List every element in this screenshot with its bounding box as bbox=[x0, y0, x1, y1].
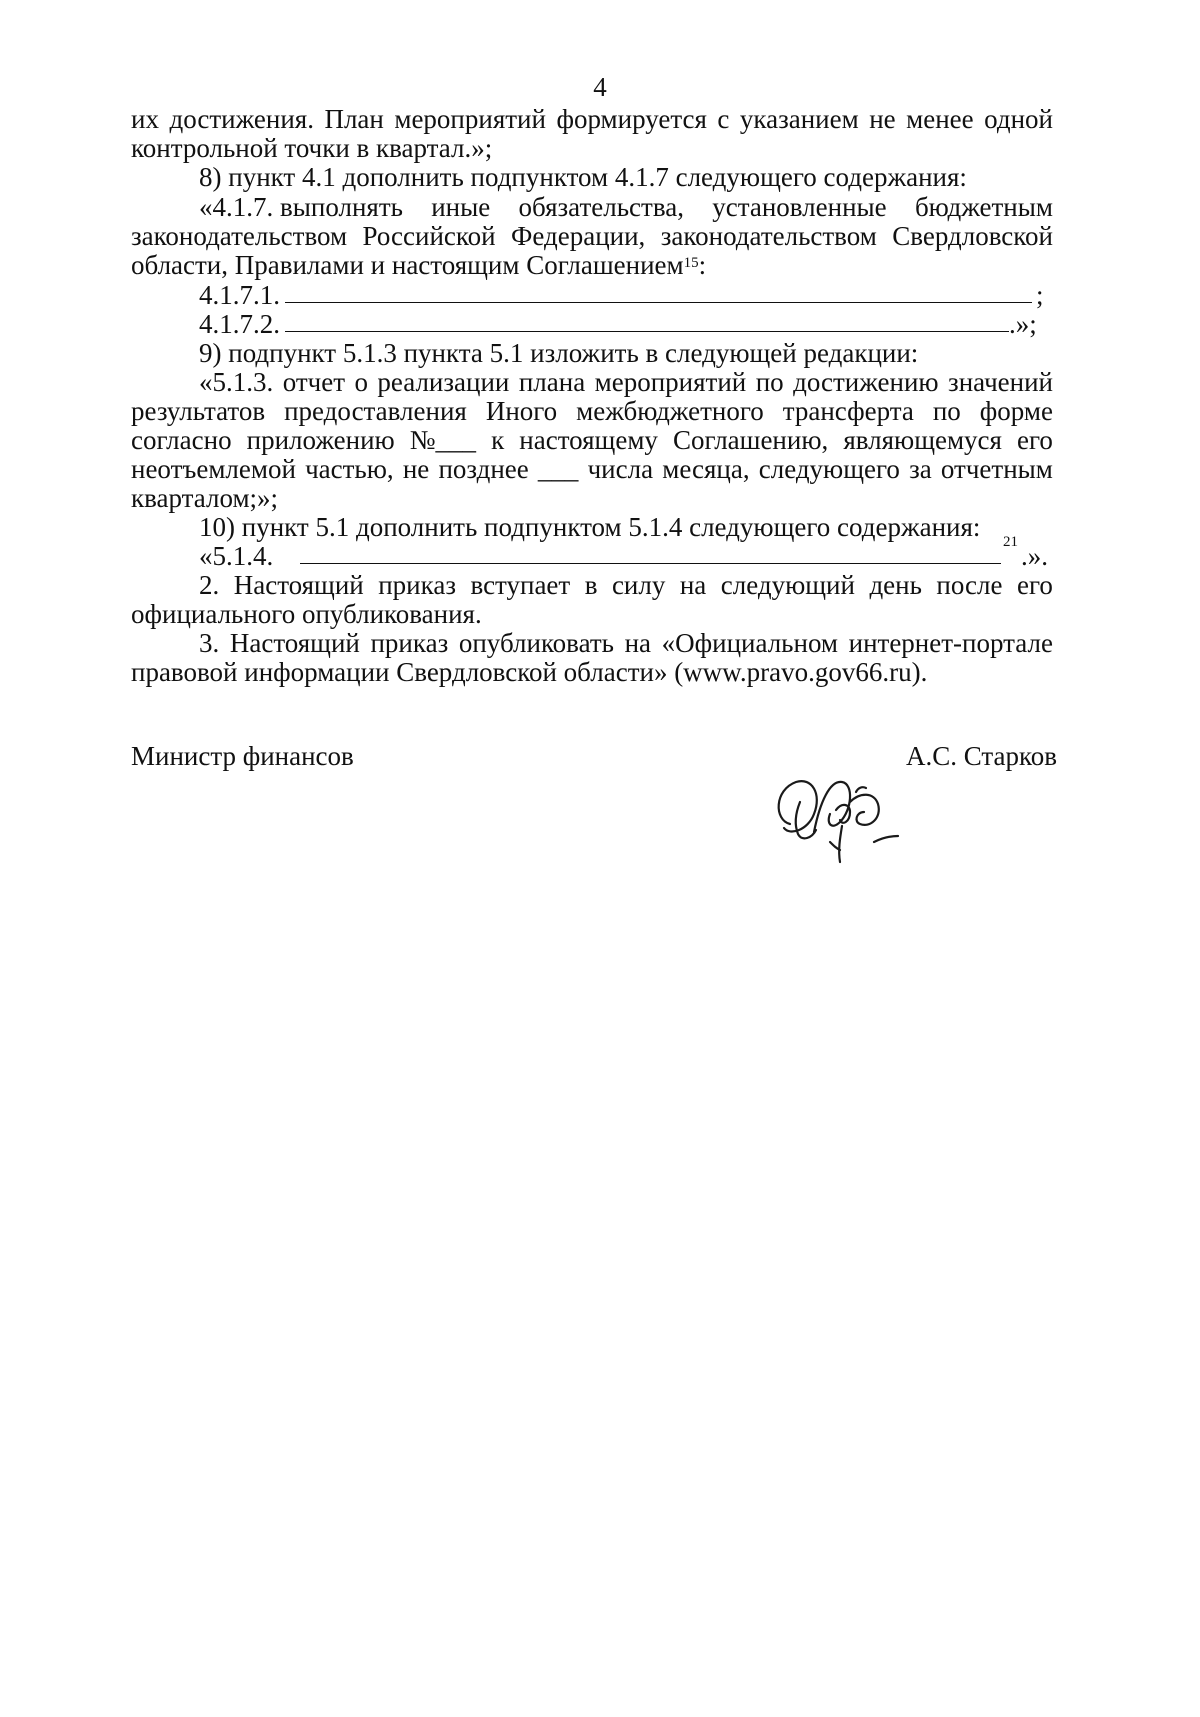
word: одной bbox=[984, 104, 1053, 134]
word: их bbox=[131, 104, 159, 134]
para-a-line-1 bbox=[131, 104, 1053, 134]
word: трансферта bbox=[782, 396, 914, 426]
word: мероприятий bbox=[394, 104, 546, 134]
word: межбюджетного bbox=[576, 396, 764, 426]
word: интернет-портале bbox=[848, 628, 1053, 658]
word: иные bbox=[431, 192, 491, 222]
word: в bbox=[584, 570, 598, 600]
word: плана bbox=[518, 367, 586, 397]
item-8: 8) пункт 4.1 дополнить подпунктом 4.1.7 следующего содержания: bbox=[199, 162, 967, 192]
item-8-quote-line-3 bbox=[131, 250, 706, 280]
word: являющемуся bbox=[843, 425, 1002, 455]
word: менее bbox=[906, 104, 974, 134]
item-10: 10) пункт 5.1 дополнить подпунктом 5.1.4 следующего содержания: bbox=[199, 512, 981, 542]
page-number: 4 bbox=[593, 72, 607, 102]
word: установленные bbox=[712, 192, 887, 222]
handwritten-signature bbox=[770, 772, 900, 864]
word: форме bbox=[979, 396, 1053, 426]
word: План bbox=[324, 104, 384, 134]
word: о bbox=[354, 367, 368, 397]
item-9-quote-line-1 bbox=[199, 367, 1053, 397]
word: результатов bbox=[131, 396, 266, 426]
word: месяца, bbox=[662, 454, 750, 484]
item-9: 9) подпункт 5.1.3 пункта 5.1 изложить в следующей редакции: bbox=[199, 338, 919, 368]
word: мероприятий bbox=[594, 367, 747, 397]
field-end-4172: .»; bbox=[1009, 309, 1037, 339]
word: отчет bbox=[282, 367, 346, 397]
word: приказ bbox=[378, 570, 456, 600]
word: достижению bbox=[793, 367, 939, 397]
word: законодательством bbox=[131, 221, 348, 251]
blank-line-514 bbox=[300, 563, 1001, 564]
word: вступает bbox=[470, 570, 571, 600]
word: по bbox=[932, 396, 961, 426]
word: согласно bbox=[131, 425, 232, 455]
item-9-quote-line-2 bbox=[131, 396, 1053, 426]
footnote-ref-21: 21 bbox=[1003, 534, 1018, 550]
word: 3. bbox=[199, 628, 220, 658]
word: достижения. bbox=[169, 104, 314, 134]
word: не bbox=[402, 454, 430, 484]
word: «Официальном bbox=[661, 628, 839, 658]
word: Настоящий bbox=[229, 628, 360, 658]
word: Иного bbox=[485, 396, 558, 426]
word: следующий bbox=[720, 570, 855, 600]
word: приложению bbox=[246, 425, 395, 455]
word: «4.1.7. выполнять bbox=[199, 192, 403, 222]
para-a-line-2: контрольной точки в квартал.»; bbox=[131, 133, 493, 163]
word: частью, bbox=[305, 454, 394, 484]
word: не bbox=[869, 104, 896, 134]
text: области, Правилами и настоящим Соглашением bbox=[131, 250, 684, 280]
field-label-4172: 4.1.7.2. bbox=[199, 309, 280, 339]
word: значений bbox=[948, 367, 1053, 397]
word: на bbox=[624, 628, 652, 658]
word: ___ bbox=[537, 454, 579, 484]
word: 2. bbox=[199, 570, 220, 600]
word: с bbox=[717, 104, 730, 134]
word: указанием bbox=[739, 104, 859, 134]
item-9-quote-line-5: кварталом;»; bbox=[131, 483, 279, 513]
word: позднее bbox=[438, 454, 529, 484]
word: «5.1.3. bbox=[199, 367, 274, 397]
word: его bbox=[1016, 570, 1053, 600]
point-3-line-2: правовой информации Свердловской области» (www.pravo.gov66.ru). bbox=[131, 657, 928, 687]
word: на bbox=[679, 570, 707, 600]
word: за bbox=[909, 454, 932, 484]
word: бюджетным bbox=[914, 192, 1053, 222]
footnote-ref: 15 bbox=[683, 255, 699, 271]
word: настоящему bbox=[519, 425, 658, 455]
word: формируется bbox=[556, 104, 707, 134]
word: опубликовать bbox=[458, 628, 614, 658]
text: : bbox=[698, 250, 707, 280]
field-end-514: .». bbox=[1021, 541, 1048, 571]
word: предоставления bbox=[284, 396, 467, 426]
word: неотъемлемой bbox=[131, 454, 296, 484]
word: к bbox=[491, 425, 505, 455]
item-9-quote-line-4 bbox=[131, 454, 1053, 484]
word: Федерации, bbox=[511, 221, 646, 251]
word: после bbox=[936, 570, 1003, 600]
word: Соглашению, bbox=[672, 425, 829, 455]
item-8-quote-line-2 bbox=[131, 221, 1053, 251]
signatory-name: А.С. Старков bbox=[906, 741, 1058, 771]
word: силу bbox=[611, 570, 666, 600]
point-2-line-2: официального опубликования. bbox=[131, 599, 482, 629]
word: Настоящий bbox=[233, 570, 364, 600]
word: по bbox=[755, 367, 784, 397]
point-3-line-1 bbox=[199, 628, 1053, 658]
field-label-514: «5.1.4. bbox=[199, 541, 274, 571]
item-9-quote-line-3 bbox=[131, 425, 1053, 455]
word: его bbox=[1017, 425, 1053, 455]
blank-line-4172 bbox=[285, 331, 1009, 332]
word: обязательства, bbox=[518, 192, 684, 222]
word: законодательством bbox=[660, 221, 877, 251]
word: Российской bbox=[362, 221, 496, 251]
word: числа bbox=[587, 454, 654, 484]
word: №___ bbox=[409, 425, 477, 455]
item-8-quote-line-1 bbox=[199, 192, 1053, 222]
field-label-4171: 4.1.7.1. bbox=[199, 280, 280, 310]
word: следующего bbox=[758, 454, 900, 484]
word: Свердловской bbox=[892, 221, 1053, 251]
signatory-position: Министр финансов bbox=[131, 741, 354, 771]
word: день bbox=[869, 570, 922, 600]
word: отчетным bbox=[940, 454, 1053, 484]
blank-line-4171 bbox=[285, 302, 1032, 303]
point-2-line-1 bbox=[199, 570, 1053, 600]
word: реализации bbox=[377, 367, 510, 397]
word: приказ bbox=[370, 628, 449, 658]
field-end-4171: ; bbox=[1036, 280, 1044, 310]
